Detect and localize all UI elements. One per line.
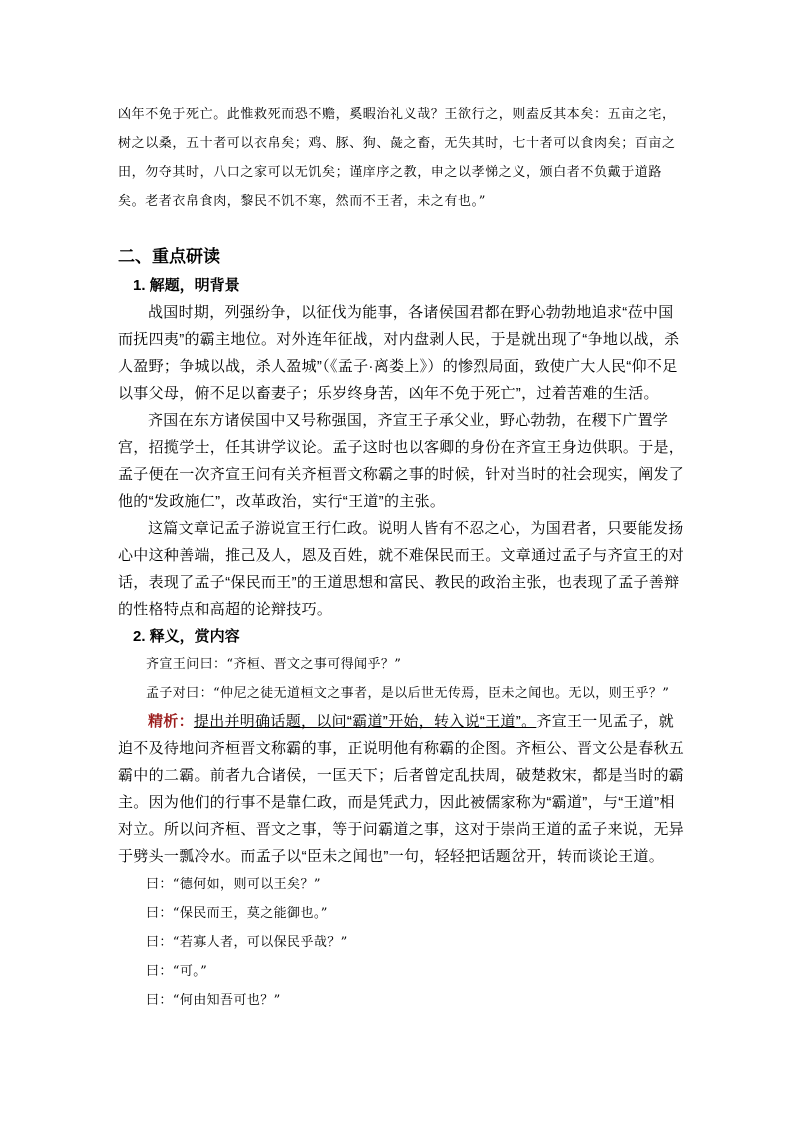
quote-king-question: 齐宣王问曰：“齐桓、晋文之事可得闻乎？”	[146, 657, 402, 672]
page-content	[118, 100, 688, 1015]
subheading-background: 1. 解题，明背景	[133, 277, 240, 294]
background-paragraph-2: 齐国在东方诸侯国中又号称强国，齐宣王子承父业，野心勃勃，在稷下广置学宫，招揽学士，任其讲学议论。孟子这时也以客卿的身份在齐宣王身边供职。于是，孟子便在一次齐宣王问有关齐桓晋文称霸之事的时候，针对当时的社会现实，阐发了他的“发政施仁”，改革政治，实行“王道”的主张。	[118, 412, 685, 510]
dialog-line: 曰：“若寡人者，可以保民乎哉？”	[146, 935, 348, 950]
dialog-line: 曰：“保民而王，莫之能御也。”	[146, 906, 328, 921]
analysis-key-point: 提出并明确话题，以问“霸道”开始，转入说“王道”。	[193, 713, 537, 730]
dialog-line: 曰：“何由知吾可也？”	[146, 993, 281, 1008]
analysis-paragraph	[118, 708, 688, 870]
background-paragraph-3: 这篇文章记孟子游说宣王行仁政。说明人皆有不忍之心，为国君者，只要能发扬心中这种善端，推己及人，恩及百姓，就不难保民而王。文章通过孟子与齐宣王的对话，表现了孟子“保民而王”的王道思想和富民、教民的政治主张，也表现了孟子善辩的性格特点和高超的论辩技巧。	[118, 520, 685, 618]
top-passage: 凶年不免于死亡。此惟救死而恐不赡，奚暇治礼义哉？王欲行之，则盍反其本矣：五亩之宅，树之以桑，五十者可以衣帛矣；鸡、豚、狗、彘之畜，无失其时，七十者可以食肉矣；百亩之田，勿夺其时，八口之家可以无饥矣；谨庠序之教，申之以孝悌之义，颁白者不负戴于道路矣。老者衣帛食肉，黎民不饥不寒，然而不王者，未之有也。”	[118, 107, 676, 209]
subheading-interpretation: 2. 释义，赏内容	[133, 628, 240, 645]
analysis-text: 齐宣王一见孟子，就迫不及待地问齐桓晋文称霸的事，正说明他有称霸的企图。齐桓公、晋文公是春秋五霸中的二霸。前者九合诸侯，一匡天下；后者曾定乱扶周，破楚救宋，都是当时的霸主。因为他们的行事不是靠仁政，而是凭武力，因此被儒家称为“霸道”，与“王道”相对立。所以问齐桓、晋文之事，等于问霸道之事，这对于崇尚王道的孟子来说，无异于劈头一瓢冷水。而孟子以“臣未之闻也”一句，轻轻把话题岔开，转而谈论王道。	[118, 713, 685, 865]
section-spacer	[118, 216, 688, 242]
section-heading: 二、重点研读	[118, 247, 220, 266]
analysis-label: 精析：	[148, 713, 194, 730]
dialog-line: 曰：“德何如，则可以王矣？”	[146, 877, 321, 892]
background-paragraph-1: 战国时期，列强纷争，以征伐为能事，各诸侯国君都在野心勃勃地追求“莅中国而抚四夷”的霸主地位。对外连年征战，对内盘剥人民，于是就出现了“争地以战，杀人盈野；争城以战，杀人盈城”（《孟子·离娄上》）的惨烈局面，致使广大人民“仰不足以事父母，俯不足以畜妻子；乐岁终身苦，凶年不免于死亡”，过着苦难的生活。	[118, 304, 680, 402]
dialog-line: 曰：“可。”	[146, 964, 208, 979]
quote-mencius-answer: 孟子对曰：“仲尼之徒无道桓文之事者，是以后世无传焉，臣未之闻也。无以，则王乎？”	[146, 686, 670, 701]
